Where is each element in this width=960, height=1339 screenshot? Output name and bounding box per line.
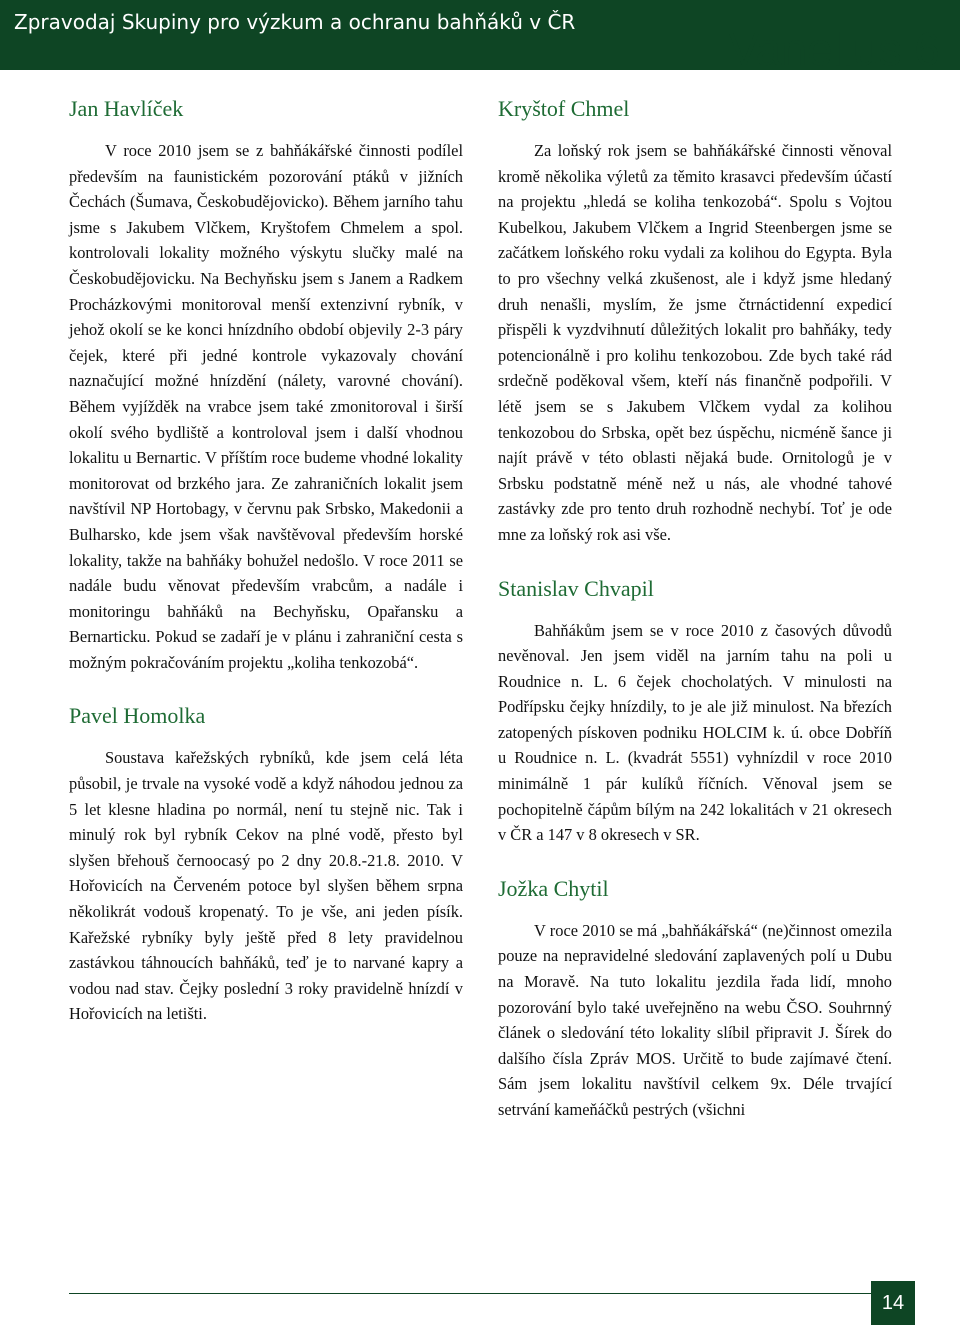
issue-brand: Vanellus 6 <box>728 23 940 75</box>
section-paragraph: Za loňský rok jsem se bahňákářské činnosti věnoval kromě několika výletů za těmito krasavci především účastí na projektu „hledá se koliha tenkozobá“. Spolu s Vojtou Kubelkou, Jakubem Vlčkem a Ingrid Steenbergen jsme se začátkem loňského roku vydali za kolihou do Egypta. Byla to pro všechny velká zkušenost, ale i když jsme hledaný druh nenašli, myslím, že jsme čtrnáctidenní expedicí přispěli k vyzdvihnutí důležitých lokalit pro bahňáky, tedy potencionálně i pro kolihu tenkozobou. Zde bych také rád srdečně poděkoval všem, kteří nás finančně podpořili. V létě jsem se s Jakubem Vlčkem vydal za kolihou tenkozobou do Srbska, opět bez úspěchu, nicméně šance ji najít právě v této oblasti nějaká bude. Ornitologů je v Srbsku podstatně méně než u nás, ale vhodné tahové zastávky zde pro tento druh rozhodně nechybí. Toť je ode mne za loňský rok asi vše. <box>498 141 892 544</box>
section-heading: Jan Havlíček <box>69 96 184 121</box>
section-chmel <box>498 94 892 548</box>
section-heading: Jožka Chytil <box>498 875 609 901</box>
page-number: 14 <box>871 1281 915 1325</box>
footer-divider <box>69 1293 871 1294</box>
section-paragraph: Bahňákům jsem se v roce 2010 z časových důvodů nevěnoval. Jen jsem viděl na jarním tahu na poli u Roudnice n. L. 6 čejek chocholatých. V minulosti na Podřípsku čejky hnízdily, to je ale již minulost. Na březích zatopených pískoven podniku HOLCIM k. ú. obce Dobříň u Roudnice n. L. (kvadrát 5551) vyhnízdil v roce 2010 minimálně 1 pár kulíků říčních. Věnoval jsem se pochopitelně čápům bílým na 242 lokalitách v 21 okresech v ČR a 147 v 8 okresech v SR. <box>498 620 892 845</box>
section-heading: Kryštof Chmel <box>498 96 630 121</box>
section-heading: Stanislav Chvapil <box>498 575 654 601</box>
newsletter-title: Zpravodaj Skupiny pro výzkum a ochranu bahňáků v ČR <box>14 10 576 34</box>
section-paragraph: Soustava kařežských rybníků, kde jsem celá léta působil, je trvale na vysoké vodě a když náhodou jednou za 5 let klesne hladina po normál, není tu stejně nic. Tak i minulý rok byl rybník Cekov na plné vodě, přesto byl slyšen břehouš černoocasý po 2 dny 20.8.-21.8. 2010. V Hořovicích na Červeném potoce byl slyšen během srpna několikrát vodouš kropenatý. To je vše, ani jeden písík. Kařežské rybníky byly ještě před 8 lety pravidelnou zastávkou táhnoucích bahňáků, teď je to narvané kapry a vodou nad stav. Čejky poslední 3 roky pravidelně hnízdí v Hořovicích na letišti. <box>69 748 463 1024</box>
section-havlicek <box>69 94 463 675</box>
left-column <box>69 94 463 1053</box>
section-paragraph: V roce 2010 se má „bahňákářská“ (ne)činnost omezila pouze na nepravidelné sledování zaplavených polí u Dubu na Moravě. Na tuto lokalitu jezdila řada lidí, mnoho pozorování bylo také uveřejněno na webu ČSO. Souhrnný článek o sledování této lokality slíbil připravit J. Šírek do dalšího čísla Zpráv MOS. Určitě to bude zajímavé čtení. Sám jsem lokalitu navštívil celkem 9x. Déle trvající setrvání kameňáčků pestrých (všichni <box>498 920 892 1119</box>
right-column <box>498 94 892 1149</box>
section-homolka <box>69 701 463 1027</box>
section-heading: Pavel Homolka <box>69 703 206 729</box>
section-chytil <box>498 874 892 1123</box>
section-chvapil <box>498 574 892 848</box>
section-paragraph: V roce 2010 jsem se z bahňákářské činnosti podílel především na faunistickém pozorování ptáků v jižních Čechách (Šumava, Českobudějovicko). Během jarního tahu jsme s Jakubem Vlčkem, Kryštofem Chmelem a spol. kontrolovali lokality možného výskytu slučky malé na Českobudějovicku. Na Bechyňsku jsem s Janem a Radkem Procházkovými monitoroval menší extenzivní rybník, v jehož okolí se ke konci hnízdního období objevily 2-3 páry čejek, které při jedné kontrole vykazovaly chování naznačující možné hnízdění (nálety, varovné chování). Během vyjížděk na vrabce jsem také zmonitoroval i širší okolí svého bydliště a kontroloval jsem i další vhodnou lokalitu u Bernartic. V příštím roce budeme vhodné lokality monitorovat od brzkého jara. Ze zahraničních lokalit jsem navštívil NP Hortobagy, v červnu pak Srbsko, Makedonii a Bulharsko, kde jsem však navštěvoval především horské lokality, takže na bahňáky bohužel nedošlo. V roce 2011 se nadále budu věnovat především vrabcům, a nadále i monitoringu bahňáků na Bechyňsku, Opařansku a Bernarticku. Pokud se zadaří je v plánu i zahraniční cesta s možným pokračováním projektu „koliha tenkozobá“. <box>69 141 463 672</box>
